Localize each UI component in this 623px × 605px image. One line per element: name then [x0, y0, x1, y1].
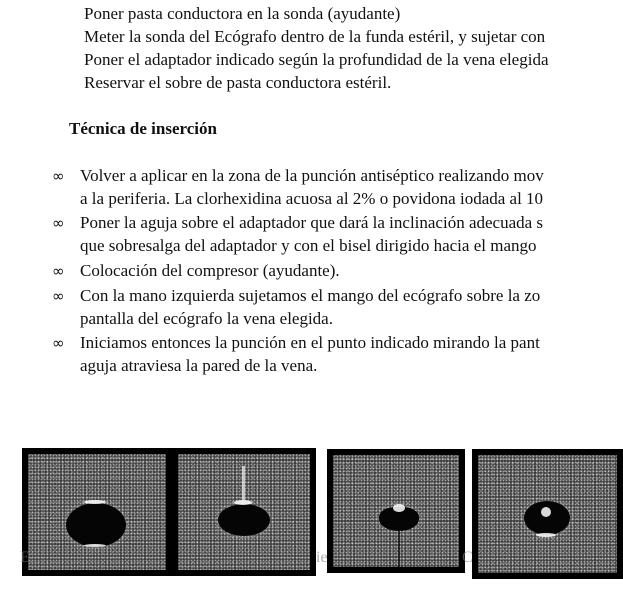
instruction-line-4: Reservar el sobre de pasta conductora estéril.: [84, 73, 392, 92]
bullet-icon: ∞: [52, 287, 65, 305]
needle-in-vessel: [541, 507, 551, 517]
caption-fragment: ie: [316, 549, 328, 566]
bullet-icon: ∞: [52, 262, 65, 280]
bullet-icon: ∞: [52, 334, 65, 352]
vessel-lumen: [524, 501, 570, 535]
needle-tip-echo: [393, 504, 405, 512]
bullet-2-line-1: Poner la aguja sobre el adaptador que dará la inclinación adecuada s: [80, 213, 544, 232]
bullet-1-line-1: Volver a aplicar en la zona de la punción antiséptico realizando mov: [80, 166, 544, 185]
vessel-lumen: [218, 504, 270, 536]
caption-fragment: C: [462, 549, 473, 566]
bullet-3-line-1: Colocación del compresor (ayudante).: [80, 261, 340, 280]
needle-tip-echo: [234, 500, 252, 505]
bullet-4-line-1: Con la mano izquierda sujetamos el mango del ecógrafo sobre la zo: [80, 286, 541, 305]
section-title: Técnica de inserción: [69, 119, 217, 138]
ultrasound-image-1: [22, 448, 172, 576]
vessel-wall-echo: [536, 533, 556, 537]
ultrasound-image-2: [172, 448, 316, 576]
acoustic-shadow: [398, 531, 400, 567]
needle-shadow: [242, 466, 245, 500]
vessel-wall-echo: [84, 544, 106, 547]
ultrasound-image-4: [472, 449, 623, 579]
bullet-icon: ∞: [52, 214, 65, 232]
bullet-4-line-2: pantalla del ecógrafo la vena elegida.: [80, 309, 333, 328]
bullet-icon: ∞: [52, 167, 65, 185]
bullet-5-line-2: aguja atraviesa la pared de la vena.: [80, 356, 318, 375]
bullet-5-line-1: Iniciamos entonces la punción en el punto indicado mirando la pant: [80, 333, 540, 352]
instruction-line-2: Meter la sonda del Ecógrafo dentro de la funda estéril, y sujetar con: [84, 27, 546, 46]
ultrasound-image-3: [327, 449, 465, 573]
bullet-1-line-2: a la periferia. La clorhexidina acuosa al 2% o povidona iodada al 10: [80, 189, 544, 208]
instruction-line-1: Poner pasta conductora en la sonda (ayudante): [84, 4, 401, 23]
caption-fragment: E: [20, 549, 30, 566]
vessel-lumen: [66, 503, 126, 547]
vessel-wall-echo: [84, 500, 106, 504]
instruction-line-3: Poner el adaptador indicado según la profundidad de la vena elegida: [84, 50, 549, 69]
bullet-2-line-2: que sobresalga del adaptador y con el bisel dirigido hacia el mango: [80, 236, 537, 255]
